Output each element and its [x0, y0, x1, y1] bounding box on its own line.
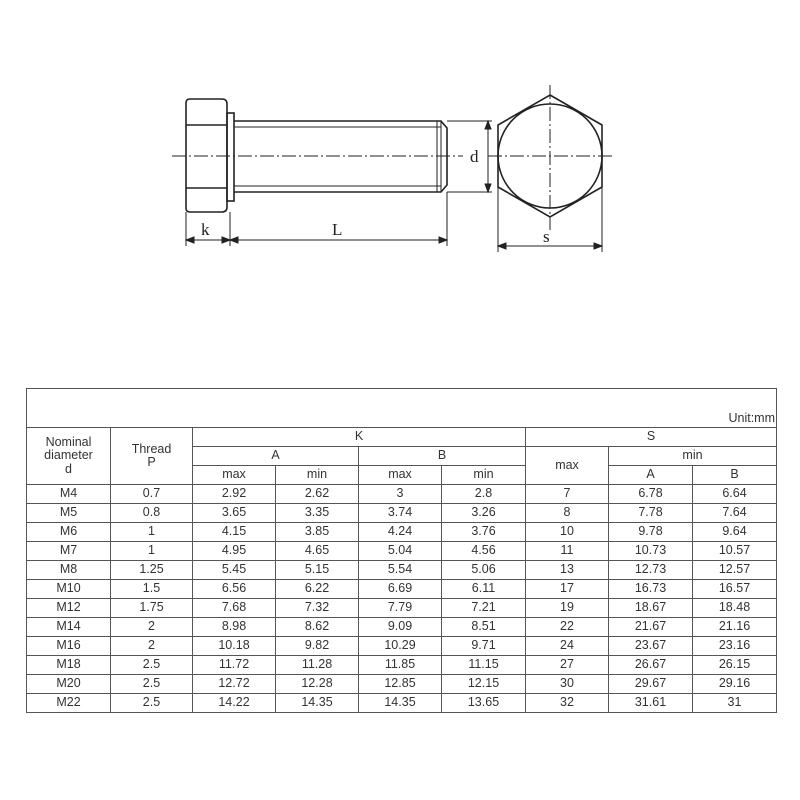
- table-cell: 10.29: [359, 637, 442, 656]
- table-cell: 19: [526, 599, 609, 618]
- table-cell: 24: [526, 637, 609, 656]
- table-cell: M22: [27, 694, 111, 713]
- table-cell: M10: [27, 580, 111, 599]
- table-cell: 10.18: [193, 637, 276, 656]
- table-cell: M8: [27, 561, 111, 580]
- table-cell: 1.25: [111, 561, 193, 580]
- table-cell: 2.8: [442, 485, 526, 504]
- table-cell: 4.95: [193, 542, 276, 561]
- table-cell: 6.78: [609, 485, 693, 504]
- table-cell: 29.67: [609, 675, 693, 694]
- table-cell: M12: [27, 599, 111, 618]
- table-cell: 23.16: [693, 637, 777, 656]
- header-s-group: S: [526, 428, 777, 447]
- table-cell: 11.28: [276, 656, 359, 675]
- table-cell: 3.74: [359, 504, 442, 523]
- table-cell: 6.64: [693, 485, 777, 504]
- table-cell: 1.5: [111, 580, 193, 599]
- table-cell: 23.67: [609, 637, 693, 656]
- table-cell: 12.85: [359, 675, 442, 694]
- table-cell: 11.85: [359, 656, 442, 675]
- table-cell: M6: [27, 523, 111, 542]
- table-cell: 2.5: [111, 656, 193, 675]
- header-s-min-a: A: [609, 466, 693, 485]
- table-cell: 5.15: [276, 561, 359, 580]
- table-row: [27, 523, 777, 542]
- table-cell: 7.64: [693, 504, 777, 523]
- table-cell: 4.24: [359, 523, 442, 542]
- header-nominal-line3: d: [65, 461, 72, 476]
- bolt-spec-table: [26, 388, 777, 713]
- table-cell: 18.48: [693, 599, 777, 618]
- header-k-b-min: min: [442, 466, 526, 485]
- table-row: [27, 504, 777, 523]
- table-row: [27, 675, 777, 694]
- table-cell: 11: [526, 542, 609, 561]
- table-cell: 14.35: [359, 694, 442, 713]
- header-k-grade-b: B: [359, 447, 526, 466]
- table-cell: 4.56: [442, 542, 526, 561]
- table-cell: 14.35: [276, 694, 359, 713]
- table-cell: 16.57: [693, 580, 777, 599]
- table-cell: 21.67: [609, 618, 693, 637]
- table-cell: 10.73: [609, 542, 693, 561]
- table-cell: 7.68: [193, 599, 276, 618]
- table-cell: 14.22: [193, 694, 276, 713]
- header-k-grade-a: A: [193, 447, 359, 466]
- header-k-b-max: max: [359, 466, 442, 485]
- table-row: [27, 656, 777, 675]
- table-cell: 2: [111, 618, 193, 637]
- table-cell: 11.15: [442, 656, 526, 675]
- table-cell: 21.16: [693, 618, 777, 637]
- table-cell: 9.71: [442, 637, 526, 656]
- table-cell: 6.69: [359, 580, 442, 599]
- table-cell: 10: [526, 523, 609, 542]
- header-s-max: max: [526, 447, 609, 485]
- header-thread-line1: Thread: [131, 441, 172, 456]
- table-cell: 7.79: [359, 599, 442, 618]
- table-cell: 3.76: [442, 523, 526, 542]
- table-cell: 9.78: [609, 523, 693, 542]
- table-cell: 6.22: [276, 580, 359, 599]
- table-cell: 3.26: [442, 504, 526, 523]
- dim-label-k: k: [201, 220, 210, 239]
- table-cell: 5.45: [193, 561, 276, 580]
- table-cell: 1.75: [111, 599, 193, 618]
- header-nominal-line1: Nominal: [45, 435, 92, 450]
- table-cell: 29.16: [693, 675, 777, 694]
- header-nominal-diameter: [27, 428, 111, 485]
- header-k-a-max: max: [193, 466, 276, 485]
- table-cell: 2.5: [111, 675, 193, 694]
- table-cell: 18.67: [609, 599, 693, 618]
- header-k-a-min: min: [276, 466, 359, 485]
- table-cell: 8.51: [442, 618, 526, 637]
- table-cell: 2.62: [276, 485, 359, 504]
- table-cell: 27: [526, 656, 609, 675]
- table-cell: M18: [27, 656, 111, 675]
- table-row: [27, 694, 777, 713]
- table-cell: 1: [111, 523, 193, 542]
- table-cell: 4.15: [193, 523, 276, 542]
- dim-label-L: L: [332, 220, 343, 239]
- table-cell: 12.15: [442, 675, 526, 694]
- table-cell: 12.57: [693, 561, 777, 580]
- table-cell: 12.28: [276, 675, 359, 694]
- table-cell: 2: [111, 637, 193, 656]
- table-cell: 11.72: [193, 656, 276, 675]
- table-cell: 5.04: [359, 542, 442, 561]
- table-cell: 7.21: [442, 599, 526, 618]
- table-row: [27, 542, 777, 561]
- table-row: [27, 561, 777, 580]
- table-cell: 31: [693, 694, 777, 713]
- header-k-group: K: [193, 428, 526, 447]
- table-cell: M4: [27, 485, 111, 504]
- table-cell: 31.61: [609, 694, 693, 713]
- table-cell: 7.32: [276, 599, 359, 618]
- table-cell: 12.72: [193, 675, 276, 694]
- table-cell: 26.15: [693, 656, 777, 675]
- header-thread: [111, 428, 193, 485]
- table-cell: 22: [526, 618, 609, 637]
- table-cell: 6.56: [193, 580, 276, 599]
- table-cell: 9.09: [359, 618, 442, 637]
- table-cell: 26.67: [609, 656, 693, 675]
- table-row: [27, 599, 777, 618]
- table-cell: M7: [27, 542, 111, 561]
- table-cell: 4.65: [276, 542, 359, 561]
- table-cell: 1: [111, 542, 193, 561]
- table-cell: 5.06: [442, 561, 526, 580]
- table-cell: 5.54: [359, 561, 442, 580]
- table-cell: 3: [359, 485, 442, 504]
- table-cell: 7: [526, 485, 609, 504]
- table-cell: 2.92: [193, 485, 276, 504]
- table-cell: 8.62: [276, 618, 359, 637]
- header-thread-line2: P: [147, 455, 156, 469]
- table-cell: 6.11: [442, 580, 526, 599]
- table-cell: 10.57: [693, 542, 777, 561]
- table-cell: 17: [526, 580, 609, 599]
- table-cell: 2.5: [111, 694, 193, 713]
- table-cell: 3.65: [193, 504, 276, 523]
- bolt-washer-face: [227, 113, 234, 201]
- table-cell: 8: [526, 504, 609, 523]
- table-row: [27, 618, 777, 637]
- table-row: [27, 637, 777, 656]
- table-cell: 12.73: [609, 561, 693, 580]
- table-cell: 13.65: [442, 694, 526, 713]
- table-cell: 9.64: [693, 523, 777, 542]
- table-cell: M20: [27, 675, 111, 694]
- dim-label-d: d: [470, 147, 479, 166]
- table-cell: 3.85: [276, 523, 359, 542]
- table-cell: 16.73: [609, 580, 693, 599]
- table-cell: M5: [27, 504, 111, 523]
- table-cell: 3.35: [276, 504, 359, 523]
- table-row: [27, 485, 777, 504]
- dim-label-s: s: [543, 227, 550, 246]
- table-cell: 0.7: [111, 485, 193, 504]
- table-cell: 8.98: [193, 618, 276, 637]
- table-cell: 30: [526, 675, 609, 694]
- table-cell: 9.82: [276, 637, 359, 656]
- table-cell: 32: [526, 694, 609, 713]
- header-s-min: min: [609, 447, 777, 466]
- table-cell: 0.8: [111, 504, 193, 523]
- table-cell: 13: [526, 561, 609, 580]
- table-row: [27, 580, 777, 599]
- header-s-min-b: B: [693, 466, 777, 485]
- table-cell: M16: [27, 637, 111, 656]
- table-cell: M14: [27, 618, 111, 637]
- table-cell: 7.78: [609, 504, 693, 523]
- unit-label: Unit:mm: [27, 389, 777, 428]
- bolt-drawing: [0, 0, 800, 300]
- header-nominal-line2: diameter: [44, 448, 93, 463]
